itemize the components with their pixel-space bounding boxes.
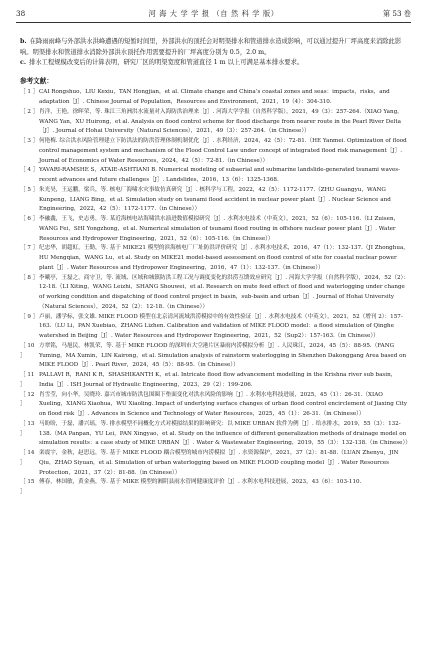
reference-text: 朱光昊，王运鹏，梁兵，等. 核电厂海啸水灾事故仿真研究［J］. 核科学与工程，2022，42（5）：1172-1177.（ZHU Guangyu，WANG Kunpeng，LIANG Bing，et al. Simulation study on tsunami flood accident in nuclear power plant［J］. Nuclear Science and Engineering，2022，42（5）：1172-1177.（in Chinese）） [39, 186, 391, 213]
reference-text: 何艳梅. 综合洪水风险管理建立下防洪法的防洪管理体制机制优化［J］. 水利经济，2024，42（5）：72-81.（HE Yanmei. Optimization of flood control management system and mechanism of the Flood Control Law under concept of integrated flood risk management［J］. Journal of Economics of Water Resources，2024，42（5）：72-81.（in Chinese）） [39, 138, 407, 164]
reference-item [20, 244, 409, 273]
reference-item [20, 108, 409, 137]
journal-title: 河 海 大 学 学 报 （自 然 科 学 版） [148, 9, 279, 18]
reference-text: 傅春，林国敏，黄金燕，等. 基于 MIKE 模型的湘阴县雨水管网健康度评价［J］. 水利水电科技进展，2023，43（6）：103-110. [39, 479, 362, 486]
conclusion-text: 在降雨雨峰与外部洪水洪峰遭遇的短暂时间里，外部洪水的顶托会对明渠排水和管道排水造成影响，可以通过提升厂坪高度来消除此影响。明渠排水和管道排水消除外部洪水顶托作用需要提升的厂坪高度分别为 0.5，2.0 m。 [20, 38, 402, 56]
reference-text: 方翠铭，马旭民，林凯荣，等. 基于 MIKE FLOOD 的深圳市大空港片区暴雨内涝模拟分析［J］. 人民珠江，2024，45（5）：88-95.（FANG Yuming，MA Xumin，LIN Kairong，et al. Simulation analysis of rainstorm waterlogging in Shenzhen Dakonggang Area based on MIKE FLOOD［J］. Pearl River，2024，45（5）：88-95.（in Chinese）） [39, 342, 407, 369]
reference-number: ［ 3 ］ [20, 138, 39, 145]
reference-text: 栾震宇，金秋，赵思远，等. 基于 MIKE FLOOD 耦合模型的城市内涝模拟［J］. 水资源保护，2021，37（2）：81-88.（LUAN Zhenyu，JIN Qiu，ZHAO Siyuan，et al. Simulation of urban waterlogging based on MIKE FLOOD coupling model［J］. Water Resources Protection，2021，37（2）：81-88.（in Chinese）） [39, 450, 399, 476]
reference-number: ［ 13 ］ [20, 420, 35, 437]
reference-text: 卢丽，潘学标，张文雄. MIKE FLOOD 模型在北京清河流域洪涝模拟中的有效性验证［J］. 水利水电技术（中英文），2021，52（增刊 2）：157-163.（LU Li，PAN Xuebiao，ZHANG Lizhen. Calibration and validation of MIKE FLOOD model：a flood simulation of Qinghe watershed in Beijing［J］. Water Resources and Hydropower Engineering，2021，52（Sup2）：157-163.（in Chinese）） [39, 313, 403, 340]
conclusion-paragraph [20, 37, 409, 58]
reference-item [20, 478, 409, 498]
page-number: 38 [16, 9, 26, 18]
conclusion-label: c. [20, 59, 27, 67]
reference-number: ［ 7 ］ [20, 245, 39, 252]
conclusion-label: b. [20, 38, 27, 45]
reference-text: 马盼盼，于磊，潘兴瑶，等. 排水模型不同概化方式对模拟结果的影响研究：以 MIKE URBAN 软件为例［J］. 给水排水，2019，55（3）：132-138.（MA Panpan，YU Lei，PAN Xingyao，et al. Study on the influence of different generalization methods of drainage model on simulation results：a case study of MIKE URBAN［J］. Water & Wastewater Engineering，2019，55（3）：132-138.（in Chinese）） [39, 420, 411, 447]
reference-item [20, 274, 409, 313]
reference-number: ［ 1 ］ [20, 89, 39, 96]
reference-text: PALLAVI R，RANI K R，SHASHIKANTH K，et al. Intricate flood flow advancement modelling in the Krishna river sub basin，India［J］. ISH Journal of Hydraulic Engineering，2023，29（2）：199-206. [39, 372, 397, 388]
reference-number: ［ 14 ］ [20, 450, 35, 466]
volume-label: 第 53 卷 [382, 9, 411, 18]
reference-number: ［ 11 ］ [20, 372, 35, 388]
reference-item [20, 166, 409, 186]
reference-text: 肖洋，王艳，徐晖荣，等. 珠江三角洲洪水流量对入海防洪治理来［J］. 河海大学学报（自然科学版），2021，49（3）：257-264.（XIAO Yang，WANG Yan，XU Huirong，et al. Analysis on flood control scheme for flood discharge from nearer route in the Pearl River Delta［J］. Journal of Hohai University（Natural Sciences），2021，49（3）：257-264.（in Chinese）） [39, 108, 403, 135]
conclusion-text: 排水工程规模改变后的计算表明，研究厂区的明渠宽度和管道直径 1 m 以上可满足基本排水要求。 [29, 59, 304, 67]
reference-text: 李融鑫，王飞，史志勇，等. 某近海核电站海啸洪水演进数值模拟研究［J］. 水利水电技术（中英文），2021，52（6）：105-116.（LI Zuisen，WANG Fei，SHI Yongzhong，et al. Numerical simulation of tsunami flood routing in offshore nuclear power plant［J］. Water Resources and Hydropower Engineering，2021，52（6）：105-116.（in Chinese）） [39, 216, 400, 242]
reference-number: ［ 8 ］ [20, 274, 39, 281]
reference-number: ［ 15 ］ [20, 479, 35, 496]
reference-number: ［ 12 ］ [20, 391, 35, 408]
reference-item [20, 88, 409, 108]
reference-text: 李曦亭，王磊之，商守卫，等. 流域、区域和城镇防洪工程工况与调度变化的洪涝互馈效应研究［J］. 河海大学学报（自然科学版），2024，52（2）：12-18.（LI Xiting，WANG Leizhi，SHANG Shouwei，et al. Research on mute feed effect of flood and waterlogging under change of working condition and dispatching of flood control project in basin，sub-basin and urban［J］. Journal of Hohai University（Natural Sciences），2024，52（2）：12-18.（in Chinese）） [39, 274, 409, 310]
reference-item [20, 342, 409, 371]
reference-item [20, 371, 409, 391]
reference-item [20, 391, 409, 420]
running-header [16, 9, 411, 23]
conclusion-paragraph [20, 58, 409, 69]
reference-item [20, 186, 409, 215]
reference-item [20, 420, 409, 449]
article-body [20, 37, 409, 498]
reference-text: 肖雪莹，向小华，吴晓玲. 嘉兴市城市防洪包围圈下垫面变化对洪水风险的影响［J］. 水利水电科技进展，2025，45（1）：26-31.（XIAO Xueling，XIANG Xiaohua，WU Xiaoling. Impact of underlying surface changes of urban flood control encirclement of Jiaxing City on flood risk［J］. Advances in Science and Technology of Water Resources，2025，45（1）：26-31.（in Chinese）） [39, 391, 408, 418]
reference-item [20, 313, 409, 342]
reference-text: 纪忠华，胡超虹，王勤，等. 基于 MIKE21 模型的滨海核电厂厂址防洪评价研究［J］. 水利水电技术，2016，47（1）：132-137.（JI Zhonghua，HU Mengqian，WANG Lu，et al. Study on MIKE21 model-based assessment on flood control of site for coastal nuclear power plant［J］. Water Resources and Hydropower Engineering，2016，47（1）：132-137.（in Chinese）） [39, 245, 409, 271]
reference-number: ［ 4 ］ [20, 167, 39, 174]
reference-text: YAVARI-RAMSHE S，ATAIE-ASHTIANI B. Numerical modeling of subaerial and submarine landslide-generated tsunami waves-recent advances and future challenges［J］. Landslides，2016，13（6）：1325-1368. [39, 167, 401, 184]
reference-number: ［ 9 ］ [20, 313, 39, 320]
reference-number: ［ 2 ］ [20, 108, 39, 115]
reference-number: ［ 10 ］ [20, 342, 35, 359]
reference-item [20, 449, 409, 478]
reference-number: ［ 6 ］ [20, 216, 39, 223]
reference-list [20, 88, 409, 498]
header-rule [16, 22, 411, 23]
reference-text: CAI Rongshuo，LIU Kexiu，TAN Hongjian，et al. Climate change and China’s coastal zones and seas：impacts，risks，and adaptation［J］. Chinese Journal of Population，Resources and Environment，2021，19（4）：304-310. [39, 89, 390, 106]
reference-item [20, 137, 409, 166]
reference-item [20, 215, 409, 244]
references-heading: 参考文献： [20, 76, 53, 85]
reference-number: ［ 5 ］ [20, 186, 39, 193]
